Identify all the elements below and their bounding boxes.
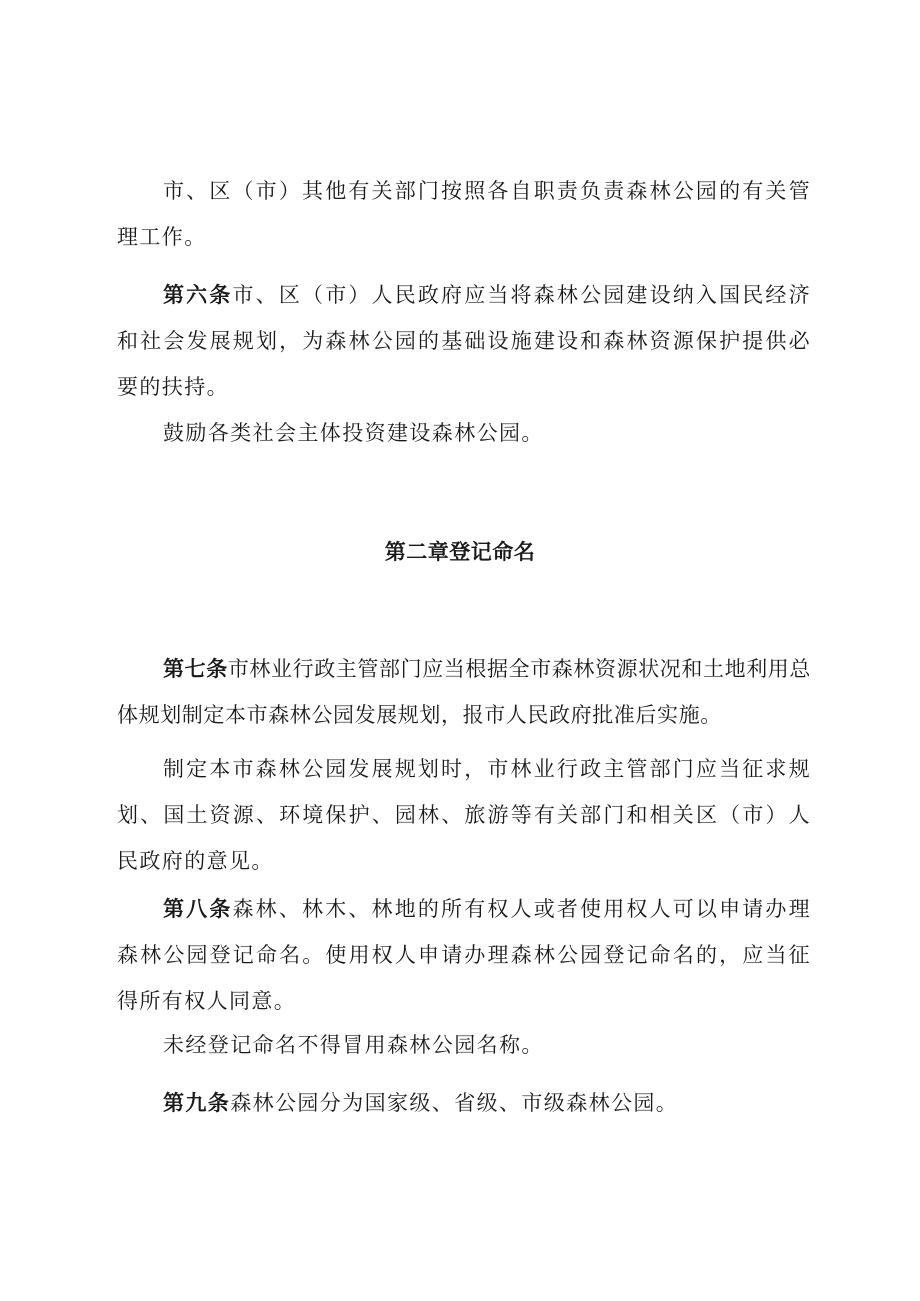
article-8-label: 第八条 <box>163 897 233 921</box>
paragraph-planning-consultation <box>117 746 811 884</box>
paragraph-text: 市、区（市）其他有关部门按照各自职责负责森林公园的有关管理工作。 <box>117 179 811 249</box>
article-8-text: 森林、林木、林地的所有权人或者使用权人可以申请办理森林公园登记命名。使用权人申请办理森林公园登记命名的，应当征得所有权人同意。 <box>117 897 811 1013</box>
article-7-text: 市林业行政主管部门应当根据全市森林资源状况和土地利用总体规划制定本市森林公园发展规划，报市人民政府批准后实施。 <box>117 657 812 727</box>
paragraph-encourage-investment <box>117 410 811 456</box>
article-6-label: 第六条 <box>163 283 233 307</box>
paragraph-text: 未经登记命名不得冒用森林公园名称。 <box>163 1033 544 1057</box>
article-6 <box>117 272 811 410</box>
article-9-text: 森林公园分为国家级、省级、市级森林公园。 <box>230 1091 679 1115</box>
paragraph-text: 鼓励各类社会主体投资建设森林公园。 <box>163 421 544 445</box>
chapter-title: 第二章登记命名 <box>384 540 536 564</box>
article-9-label: 第九条 <box>163 1091 231 1115</box>
paragraph-management-duties <box>117 168 811 260</box>
article-7-label: 第七条 <box>163 657 228 681</box>
article-9 <box>117 1080 811 1126</box>
paragraph-name-misuse <box>117 1022 811 1068</box>
article-6-text: 市、区（市）人民政府应当将森林公园建设纳入国民经济和社会发展规划，为森林公园的基础设施建设和森林资源保护提供必要的扶持。 <box>117 283 811 399</box>
article-8 <box>117 886 811 1024</box>
paragraph-text: 制定本市森林公园发展规划时，市林业行政主管部门应当征求规划、国土资源、环境保护、园林、旅游等有关部门和相关区（市）人民政府的意见。 <box>117 757 811 873</box>
article-7 <box>117 646 811 738</box>
